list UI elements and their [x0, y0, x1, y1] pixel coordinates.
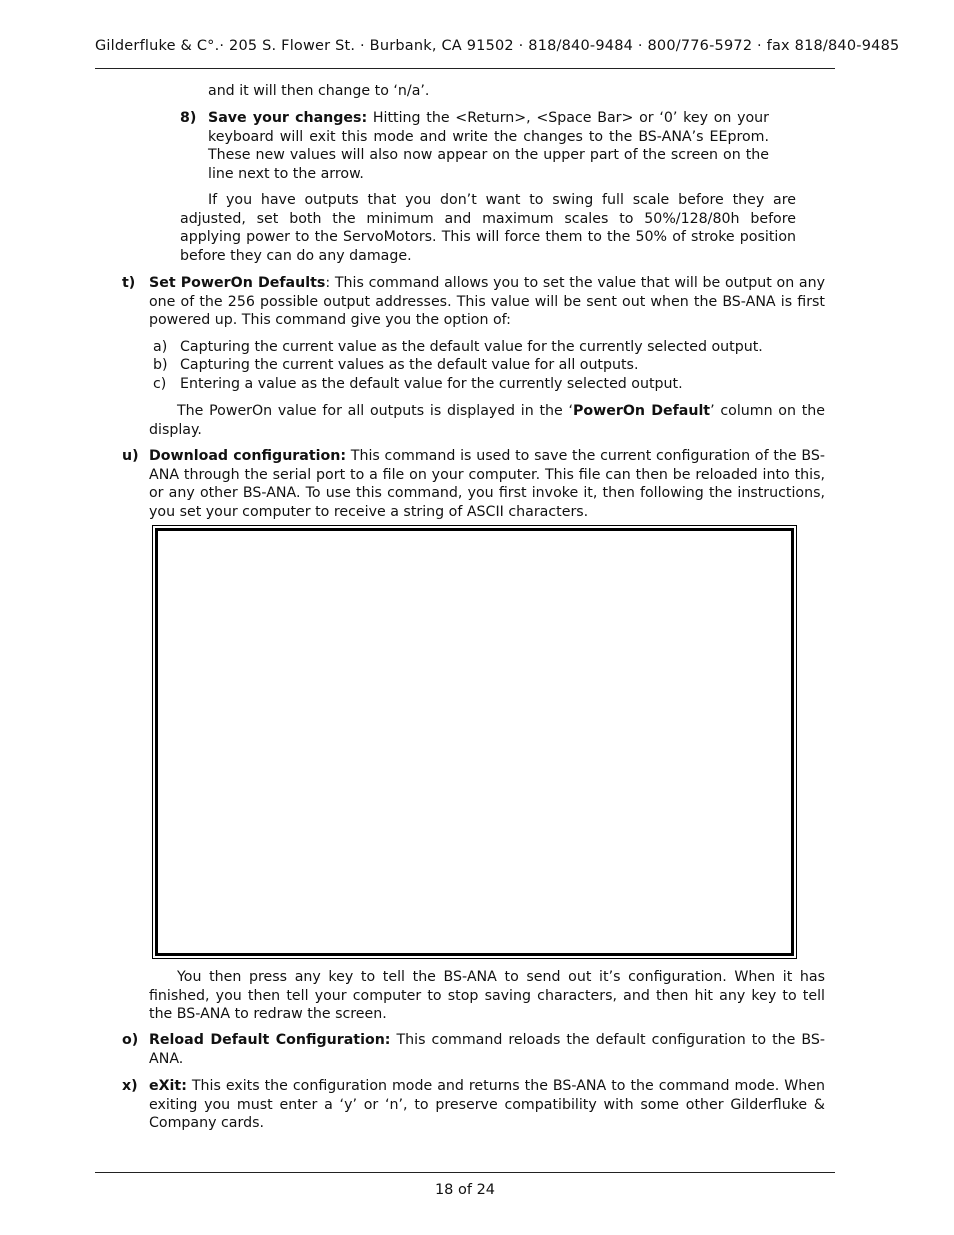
cmd-t-paragraph [149, 274, 825, 330]
page-number: 18 of 24 [434, 1182, 496, 1198]
option-c-text: Entering a value as the default value for the currently selected output. [180, 376, 683, 392]
cmd-t-text: : This command allows you to set the value that will be output on any one of the 256 possible output addresses. This value will be sent out when the BS-ANA is first powered up. This command give you the option of: [149, 275, 826, 329]
cmd-t-title: Set PowerOn Defaults [149, 275, 326, 291]
header-rule [95, 68, 835, 69]
header-company: Gilderfluke & C°.· [95, 38, 225, 54]
page-header [95, 38, 900, 54]
continuation-line: and it will then change to ‘n/a’. [208, 83, 430, 99]
cmd-u-paragraph [149, 447, 825, 521]
item-8-text: Hitting the <Return>, <Space Bar> or ‘0’ key on your keyboard will exit this mode and write the changes to the BS-ANA’s EEprom. These new values will also now appear on the upper part of the screen on the line next to the arrow. [208, 110, 769, 182]
cmd-t-marker: t) [122, 275, 136, 291]
cmd-u-after: You then press any key to tell the BS-ANA to send out it’s configuration. When it has finished, you then tell your computer to stop saving characters, and then hit any key to tell the BS-ANA to redraw the screen. [149, 969, 825, 1023]
item-8-paragraph [208, 109, 769, 183]
cmd-o-paragraph [149, 1031, 825, 1068]
poweron-note [149, 402, 825, 439]
cmd-x-text: This exits the configuration mode and returns the BS-ANA to the command mode. When exiting you must enter a ‘y’ or ‘n’, to preserve compatibility with some other Gilderfluke & Company cards. [149, 1078, 825, 1132]
header-address: 205 S. Flower St. · Burbank, CA 91502 · 818/840-9484 · 800/776-5972 · fax 818/840-9485 [229, 38, 900, 54]
adjust-note: If you have outputs that you don’t want to swing full scale before they are adjusted, set both the minimum and maximum scales to 50%/128/80h before applying power to the ServoMotors. This will force them to the 50% of stroke position before they can do any damage. [180, 192, 796, 264]
cmd-u-marker: u) [122, 448, 139, 464]
cmd-x-title: eXit: [149, 1078, 187, 1094]
cmd-o-title: Reload Default Configuration: [149, 1032, 391, 1048]
cmd-o-marker: o) [122, 1032, 139, 1048]
option-b-marker: b) [153, 357, 168, 373]
cmd-x-paragraph [149, 1077, 825, 1133]
cmd-x-marker: x) [122, 1078, 138, 1094]
footer-rule [95, 1172, 835, 1173]
poweron-note-pre: The PowerOn value for all outputs is displayed in the ‘ [177, 403, 573, 419]
terminal-screenshot-frame [155, 528, 794, 956]
cmd-o-text: This command reloads the default configuration to the BS-ANA. [149, 1032, 825, 1067]
cmd-u-text: This command is used to save the current configuration of the BS-ANA through the serial port to a file on your computer. This file can then be reloaded into this, or any other BS-ANA. To use this command, you first invoke it, then following the instructions, you set your computer to receive a string of ASCII characters. [149, 448, 825, 520]
poweron-note-bold: PowerOn Default [573, 403, 711, 419]
option-c-marker: c) [153, 376, 167, 392]
option-a-marker: a) [153, 339, 168, 355]
option-a-text: Capturing the current value as the default value for the currently selected output. [180, 339, 763, 355]
item-8-title: Save your changes: [208, 110, 368, 126]
item-8-marker: 8) [180, 110, 197, 126]
option-b-text: Capturing the current values as the default value for all outputs. [180, 357, 639, 373]
poweron-note-post: ’ column on the display. [149, 403, 825, 438]
cmd-u-title: Download configuration: [149, 448, 347, 464]
